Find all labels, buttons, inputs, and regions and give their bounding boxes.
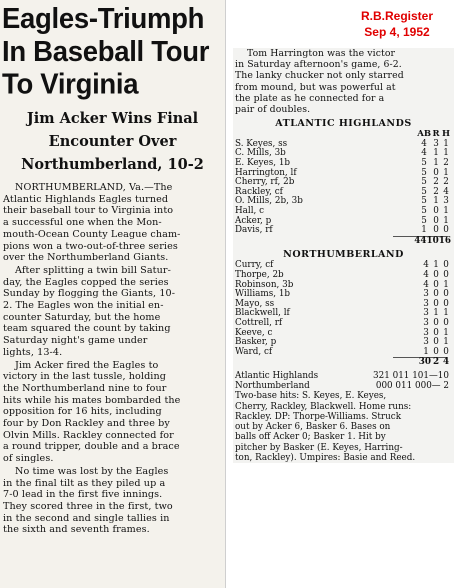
total-at-bats: 30 bbox=[418, 357, 431, 368]
article-intro bbox=[235, 48, 452, 115]
total-runs: 10 bbox=[426, 235, 439, 246]
player-name: Blackwell, lf bbox=[235, 308, 290, 319]
player-name: E. Keyes, 1b bbox=[235, 158, 291, 168]
linescore bbox=[233, 371, 454, 391]
totals-row bbox=[235, 237, 451, 247]
summary-line: Rackley. DP: Thorpe-Williams. Struck bbox=[235, 411, 402, 422]
intro-line: the plate as he connected for a bbox=[235, 92, 385, 104]
runs: 2 bbox=[433, 186, 439, 197]
h-header: H bbox=[441, 129, 451, 140]
hits: 3 bbox=[443, 196, 449, 207]
total-runs: 2 bbox=[432, 357, 440, 368]
hits: 1 bbox=[443, 167, 449, 178]
article-line: opposition for 16 hits, including bbox=[3, 406, 162, 418]
headline-line: Eagles-Triumph bbox=[2, 2, 205, 35]
runs: 1 bbox=[433, 148, 439, 159]
hits: 2 bbox=[443, 158, 449, 168]
totals-row bbox=[235, 358, 451, 368]
runs: 1 bbox=[433, 308, 439, 319]
article-line: the sixth and seventh frames. bbox=[3, 524, 150, 536]
intro-line: Tom Harrington was the victor bbox=[247, 48, 396, 59]
intro-line: The lanky chucker not only starred bbox=[235, 70, 404, 82]
article-line: No time was lost by the Eagles bbox=[15, 465, 169, 477]
right-box-score-clipping bbox=[229, 0, 457, 588]
team-box-score bbox=[233, 118, 454, 246]
article-line: Jim Acker fired the Eagles to bbox=[15, 359, 159, 371]
article-paragraph bbox=[3, 182, 222, 264]
hits: 0 bbox=[443, 346, 449, 357]
runs: 0 bbox=[433, 269, 439, 280]
article-line: 2. The Eagles won the initial en- bbox=[3, 300, 164, 312]
hits: 0 bbox=[443, 317, 449, 328]
at-bats: 3 bbox=[423, 327, 429, 338]
at-bats: 5 bbox=[421, 167, 427, 178]
hits: 4 bbox=[443, 186, 449, 197]
linescore-row bbox=[235, 371, 449, 381]
runs: 0 bbox=[433, 225, 439, 236]
totals-table bbox=[235, 358, 451, 368]
runs: 0 bbox=[433, 327, 439, 338]
leader-dots bbox=[335, 338, 421, 348]
totals-spacer bbox=[335, 358, 419, 368]
runs: 0 bbox=[433, 289, 439, 300]
intro-line: from mound, but was powerful at bbox=[235, 81, 396, 93]
hits: 0 bbox=[443, 269, 449, 280]
at-bats: 1 bbox=[423, 346, 429, 357]
player-name: Hall, c bbox=[235, 205, 265, 216]
player-name: S. Keyes, ss bbox=[235, 138, 288, 149]
article-line: They scored three in the first, two bbox=[3, 500, 173, 512]
runs: 0 bbox=[433, 215, 439, 226]
article-body bbox=[3, 182, 222, 536]
runs: 1 bbox=[433, 260, 439, 271]
leader-dots bbox=[335, 329, 421, 339]
ab-header: AB bbox=[417, 129, 431, 140]
article-line: a successful one when the Mon- bbox=[3, 217, 162, 229]
date-stamp bbox=[347, 8, 447, 40]
player-name: Harrington, lf bbox=[235, 167, 297, 178]
totals-table bbox=[235, 237, 451, 247]
at-bats: 4 bbox=[423, 260, 429, 271]
article-paragraph bbox=[3, 265, 222, 359]
summary-line: Two-base hits: S. Keyes, E. Keyes, bbox=[235, 391, 387, 402]
at-bats: 5 bbox=[421, 186, 427, 197]
total-hits: 16 bbox=[438, 235, 451, 246]
hits: 1 bbox=[443, 205, 449, 216]
box-score bbox=[233, 118, 454, 368]
summary-line: ton, Rackley). Umpires: Basie and Reed. bbox=[235, 453, 416, 464]
runs: 1 bbox=[433, 158, 439, 168]
linescore-team: Atlantic Highlands bbox=[235, 370, 319, 381]
hits: 2 bbox=[443, 177, 449, 188]
player-name: Cottrell, rf bbox=[235, 317, 283, 328]
leader-dots bbox=[335, 159, 417, 169]
at-bats: 1 bbox=[421, 225, 427, 236]
article-line: in the final tilt as they piled up a bbox=[3, 477, 166, 489]
at-bats: 3 bbox=[423, 308, 429, 319]
leader-dots bbox=[335, 207, 417, 217]
player-name: Acker, p bbox=[235, 215, 272, 226]
at-bats: 3 bbox=[423, 337, 429, 348]
player-name: Keeve, c bbox=[235, 327, 273, 338]
player-name: Rackley, cf bbox=[235, 186, 283, 197]
at-bats: 5 bbox=[421, 215, 427, 226]
box-header-spacer bbox=[335, 130, 417, 140]
r-header: R bbox=[432, 129, 440, 140]
player-name: Curry, cf bbox=[235, 260, 274, 271]
runs: 2 bbox=[433, 177, 439, 188]
leader-dots bbox=[335, 319, 421, 329]
subheadline-line: Northumberland, 10-2 bbox=[21, 156, 204, 173]
leader-dots bbox=[335, 149, 417, 159]
player-name: Williams, 1b bbox=[235, 289, 291, 300]
article-line: in the second and single tallies in bbox=[3, 512, 170, 524]
at-bats: 4 bbox=[421, 148, 427, 159]
hits: 1 bbox=[443, 215, 449, 226]
hits: 1 bbox=[443, 308, 449, 319]
runs: 0 bbox=[433, 346, 439, 357]
linescore-runs: 321 011 101—10 bbox=[373, 370, 449, 381]
leader-dots bbox=[335, 300, 421, 310]
leader-dots bbox=[335, 169, 417, 179]
player-row bbox=[235, 226, 451, 236]
team-name: NORTHUMBERLAND bbox=[283, 249, 404, 261]
player-name: Thorpe, 2b bbox=[235, 269, 284, 280]
total-hits: 4 bbox=[442, 357, 450, 368]
player-name: Basker, p bbox=[235, 337, 277, 348]
leader-dots bbox=[335, 271, 421, 281]
hits: 1 bbox=[443, 138, 449, 149]
stamp-source: R.B.Register bbox=[360, 9, 434, 23]
player-name: C. Mills, 3b bbox=[235, 148, 286, 159]
runs: 0 bbox=[433, 298, 439, 309]
box-score-table bbox=[235, 261, 451, 357]
game-summary bbox=[235, 391, 452, 463]
leader-dots bbox=[335, 261, 421, 271]
article-line: day, the Eagles copped the series bbox=[3, 276, 169, 288]
article-line: of singles. bbox=[3, 453, 54, 465]
runs: 0 bbox=[433, 317, 439, 328]
article-line: Atlantic Highlands Eagles turned bbox=[3, 193, 169, 205]
article-line: NORTHUMBERLAND, Va.—The bbox=[15, 182, 173, 193]
subheadline-line: Encounter Over bbox=[48, 133, 177, 150]
player-row bbox=[235, 348, 451, 358]
player-name: Cherry, rf, 2b bbox=[235, 177, 295, 188]
runs: 0 bbox=[433, 337, 439, 348]
summary-line: pitcher by Basker (E. Keyes, Harring- bbox=[235, 442, 403, 453]
article-line: a round tripper, double and a brace bbox=[3, 441, 180, 453]
at-bats: 5 bbox=[421, 196, 427, 207]
box-score-article bbox=[233, 48, 454, 463]
player-row bbox=[235, 197, 451, 207]
leader-dots bbox=[335, 188, 417, 198]
summary-line: balls off Acker 0; Basker 1. Hit by bbox=[235, 432, 386, 443]
hits: 1 bbox=[443, 327, 449, 338]
at-bats: 5 bbox=[421, 205, 427, 216]
hits: 1 bbox=[443, 279, 449, 290]
article-paragraph bbox=[3, 466, 222, 536]
article-line: Olvin Mills. Rackley connected for bbox=[3, 429, 174, 441]
at-bats: 3 bbox=[423, 317, 429, 328]
leader-dots bbox=[335, 197, 417, 207]
article-line: Sunday by flogging the Giants, 10- bbox=[3, 288, 176, 300]
hits: 0 bbox=[443, 289, 449, 300]
player-name: O. Mills, 2b, 3b bbox=[235, 196, 303, 207]
subheadline bbox=[0, 107, 225, 176]
summary-line: out by Acker 6, Basker 6. Bases on bbox=[235, 422, 391, 433]
at-bats: 5 bbox=[421, 177, 427, 188]
left-article-clipping bbox=[0, 0, 226, 588]
article-line: 7-0 lead in the first five innings. bbox=[3, 489, 163, 501]
hits: 1 bbox=[443, 148, 449, 159]
leader-dots bbox=[335, 290, 421, 300]
article-line: victory in the last tussle, holding bbox=[3, 371, 167, 383]
leader-dots bbox=[335, 348, 421, 358]
runs: 0 bbox=[433, 279, 439, 290]
player-name: Ward, cf bbox=[235, 346, 273, 357]
stamp-date: Sep 4, 1952 bbox=[364, 25, 430, 39]
linescore-runs: 000 011 000— 2 bbox=[375, 381, 449, 392]
at-bats: 4 bbox=[423, 279, 429, 290]
linescore-row bbox=[235, 381, 449, 391]
article-line: Saturday night's game under bbox=[3, 335, 148, 347]
runs: 1 bbox=[433, 196, 439, 207]
headline-line: In Baseball Tour bbox=[2, 34, 210, 68]
totals-spacer bbox=[335, 237, 414, 247]
article-line: After splitting a twin bill Satur- bbox=[15, 264, 171, 276]
article-line: counter Saturday, but the home bbox=[3, 311, 161, 323]
article-line: lights, 13-4. bbox=[3, 346, 63, 358]
hits: 0 bbox=[443, 260, 449, 271]
article-line: over the Northumberland Giants. bbox=[3, 252, 169, 264]
article-line: team squared the count by taking bbox=[3, 323, 171, 335]
at-bats: 4 bbox=[421, 138, 427, 149]
article-line: their baseball tour to Virginia into bbox=[3, 205, 174, 217]
article-line: the Northumberland nine to four bbox=[3, 382, 167, 394]
at-bats: 4 bbox=[423, 269, 429, 280]
at-bats: 5 bbox=[421, 158, 427, 168]
article-line: hits while his mates bombarded the bbox=[3, 394, 181, 406]
intro-line: in Saturday afternoon's game, 6-2. bbox=[235, 59, 402, 71]
total-at-bats: 44 bbox=[414, 235, 427, 246]
leader-dots bbox=[335, 281, 421, 291]
linescore-team: Northumberland bbox=[235, 381, 310, 392]
leader-dots bbox=[335, 217, 417, 227]
intro-line: pair of doubles. bbox=[235, 104, 311, 116]
player-name: Mayo, ss bbox=[235, 298, 275, 309]
leader-dots bbox=[335, 178, 417, 188]
article-paragraph bbox=[3, 360, 222, 465]
article-line: pions won a two-out-of-three series bbox=[3, 240, 178, 252]
hits: 1 bbox=[443, 337, 449, 348]
summary-line: Cherry, Rackley, Blackwell. Home runs: bbox=[235, 401, 412, 412]
article-line: four by Don Rackley and three by bbox=[3, 418, 170, 430]
player-name: Robinson, 3b bbox=[235, 279, 294, 290]
box-score-table bbox=[235, 130, 451, 236]
team-box-score bbox=[233, 249, 454, 368]
player-name: Davis, rf bbox=[235, 225, 273, 236]
runs: 0 bbox=[433, 205, 439, 216]
leader-dots bbox=[335, 226, 417, 236]
team-name: ATLANTIC HIGHLANDS bbox=[275, 118, 412, 130]
runs: 3 bbox=[433, 138, 439, 149]
headline-line: To Virginia bbox=[2, 67, 139, 100]
hits: 0 bbox=[443, 298, 449, 309]
article-line: mouth-Ocean County League cham- bbox=[3, 228, 181, 240]
runs: 0 bbox=[433, 167, 439, 178]
hits: 0 bbox=[443, 225, 449, 236]
subheadline-line: Jim Acker Wins Final bbox=[26, 110, 199, 127]
leader-dots bbox=[335, 140, 417, 150]
headline bbox=[2, 2, 221, 100]
leader-dots bbox=[335, 309, 421, 319]
totals-spacer bbox=[235, 237, 335, 247]
at-bats: 3 bbox=[423, 298, 429, 309]
at-bats: 3 bbox=[423, 289, 429, 300]
totals-spacer bbox=[235, 358, 335, 368]
